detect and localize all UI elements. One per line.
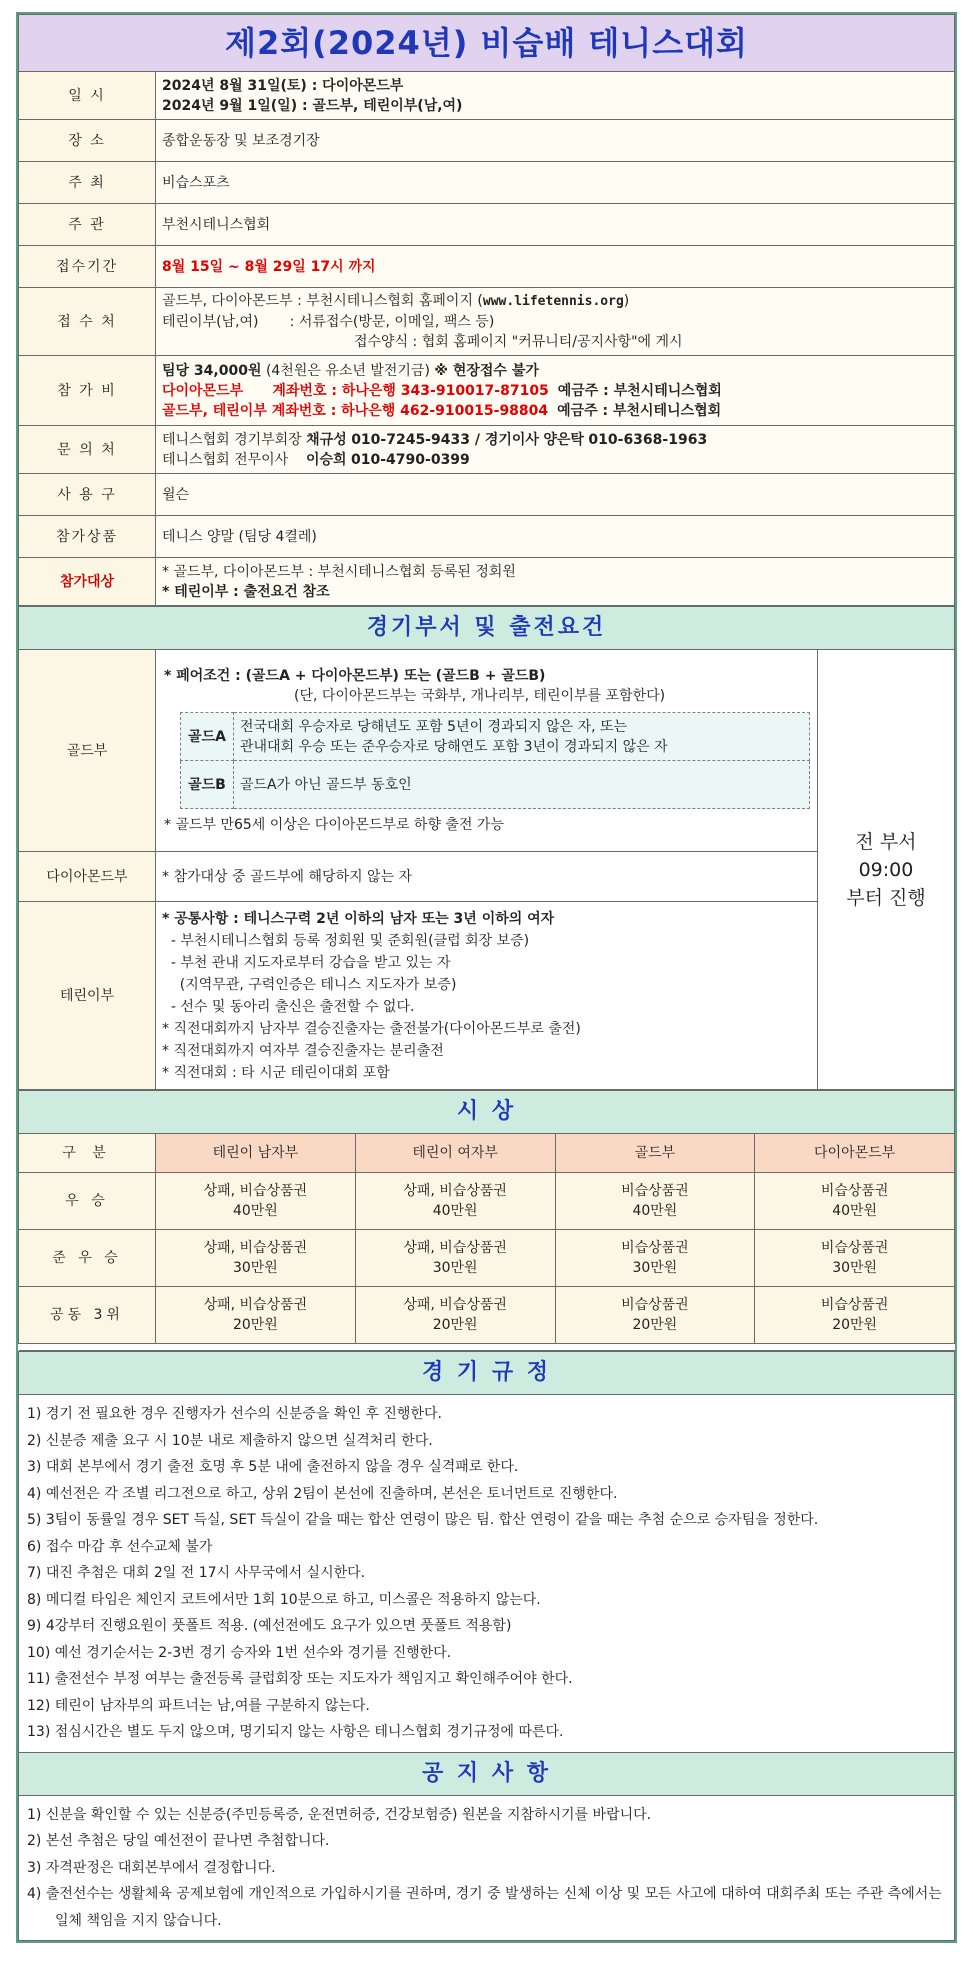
contact-phone-1: 010-7245-9433 / 경기이사 bbox=[351, 431, 539, 448]
prize-cell bbox=[156, 1230, 356, 1287]
gold-requirements bbox=[156, 650, 818, 852]
value-ball: 윌슨 bbox=[156, 474, 955, 516]
notice-item: 4) 출전선수는 생활체육 공제보험에 개인적으로 가입하시기를 권하며, 경기 중 발생하는 신체 이상 및 모든 사고에 대하여 대회주최 또는 주관 측에서는 일체 책임을 지지 않습니다. bbox=[27, 1886, 942, 1929]
eligibility-line-2: * 테린이부 : 출전요건 참조 bbox=[162, 583, 330, 600]
rule-item: 3) 대회 본부에서 경기 출전 호명 후 5분 내에 출전하지 않을 경우 실격패로 한다. bbox=[27, 1459, 519, 1475]
label-contact: 문 의 처 bbox=[19, 426, 156, 474]
gold-b-text: 골드A가 아닌 골드부 동호인 bbox=[234, 761, 810, 809]
label-fee: 참 가 비 bbox=[19, 356, 156, 426]
terini-line-1: * 공통사항 : 테니스구력 2년 이하의 남자 또는 3년 이하의 여자 bbox=[162, 910, 555, 927]
fee-note: (4천원은 유소년 발전기금) bbox=[265, 362, 430, 379]
terini-label: 테린이부 bbox=[19, 902, 156, 1090]
prize-col-diamond: 다이아몬드부 bbox=[755, 1134, 955, 1173]
value-organizer: 부천시테니스협회 bbox=[156, 204, 955, 246]
prize-item: 상패, 비습상품권 bbox=[203, 1240, 308, 1256]
contact-role-1: 테니스협회 경기부회장 bbox=[162, 431, 302, 448]
rule-item: 10) 예선 경기순서는 2-3번 경기 승자와 1번 선수와 경기를 진행한다. bbox=[27, 1644, 452, 1661]
contact-name-1: 채규성 bbox=[306, 431, 347, 448]
prize-cell bbox=[555, 1287, 755, 1344]
prize-row-label: 우 승 bbox=[19, 1173, 156, 1230]
rule-item: 2) 신분증 제출 요구 시 10분 내로 제출하지 않으면 실격처리 한다. bbox=[27, 1432, 433, 1449]
rules-header: 경 기 규 정 bbox=[19, 1352, 955, 1395]
terini-line-8: * 직전대회 : 타 시군 테린이대회 포함 bbox=[162, 1064, 390, 1081]
prize-amount: 40만원 bbox=[832, 1203, 878, 1219]
account-diamond: 다이아몬드부 계좌번호 : 하나은행 343-910017-87105 bbox=[162, 382, 549, 399]
prize-amount: 30만원 bbox=[632, 1260, 678, 1276]
contact-role-3: 테니스협회 전무이사 bbox=[162, 451, 289, 468]
value-reception bbox=[156, 288, 955, 356]
prize-cell bbox=[555, 1173, 755, 1230]
contact-name-2: 양은탁 bbox=[543, 431, 584, 448]
rule-item: 4) 예선전은 각 조별 리그전으로 하고, 상위 2팀이 본선에 진출하며, 본선은 토너먼트로 진행한다. bbox=[27, 1485, 618, 1502]
prize-row-label: 공동 3위 bbox=[19, 1287, 156, 1344]
prize-item: 상패, 비습상품권 bbox=[203, 1297, 308, 1313]
side-note-1: 전 부서 bbox=[855, 830, 917, 853]
label-eligibility: 참가대상 bbox=[19, 558, 156, 606]
contact-phone-3: 010-4790-0399 bbox=[351, 451, 470, 468]
page-title: 제2회(2024년) 비습배 테니스대회 bbox=[19, 15, 955, 72]
value-host: 비습스포츠 bbox=[156, 162, 955, 204]
gold-a-label: 골드A bbox=[181, 713, 234, 761]
rule-item: 5) 3팀이 동률일 경우 SET 득실, SET 득실이 같을 때는 합산 연령이 많은 팀. 합산 연령이 같을 때는 추첨 순으로 승자팀을 정한다. bbox=[27, 1512, 819, 1528]
reception-line-3: 접수양식 : 협회 홈페이지 "커뮤니티/공지사항"에 게시 bbox=[354, 334, 683, 350]
notice-list bbox=[19, 1795, 955, 1941]
label-organizer: 주 관 bbox=[19, 204, 156, 246]
value-eligibility bbox=[156, 558, 955, 606]
prize-header: 시 상 bbox=[19, 1091, 955, 1134]
gold-pair-rule: * 페어조건 : (골드A + 다이아몬드부) 또는 (골드B + 골드B) bbox=[164, 668, 546, 684]
date-line-2: 2024년 9월 1일(일) : 골드부, 테린이부(남,여) bbox=[162, 97, 463, 114]
rules-table bbox=[18, 1351, 955, 1941]
paren-close: ) bbox=[623, 293, 630, 309]
prize-table bbox=[18, 1090, 955, 1351]
prize-cell bbox=[755, 1230, 955, 1287]
label-period: 접수기간 bbox=[19, 246, 156, 288]
holder-gold: 예금주 : 부천시테니스협회 bbox=[557, 402, 722, 419]
gold-grade-table bbox=[180, 712, 810, 809]
prize-cell bbox=[355, 1287, 555, 1344]
website-link[interactable]: www.lifetennis.org bbox=[482, 294, 624, 309]
rule-item: 6) 접수 마감 후 선수교체 불가 bbox=[27, 1538, 213, 1555]
prize-cell bbox=[555, 1230, 755, 1287]
value-fee bbox=[156, 356, 955, 426]
value-period: 8월 15일 ~ 8월 29일 17시 까지 bbox=[156, 246, 955, 288]
prize-cell bbox=[355, 1173, 555, 1230]
notice-item: 1) 신분을 확인할 수 있는 신분증(주민등록증, 운전면허증, 건강보험증) 원본을 지참하시기를 바랍니다. bbox=[27, 1806, 652, 1823]
prize-col-gold: 골드부 bbox=[555, 1134, 755, 1173]
division-table bbox=[18, 606, 955, 1090]
rule-item: 13) 점심시간은 별도 두지 않으며, 명기되지 않는 사항은 테니스협회 경기규정에 따른다. bbox=[27, 1724, 564, 1740]
prize-item: 상패, 비습상품권 bbox=[403, 1240, 507, 1256]
gold-label: 골드부 bbox=[19, 650, 156, 852]
holder-diamond: 예금주 : 부천시테니스협회 bbox=[557, 382, 722, 399]
diamond-label: 다이아몬드부 bbox=[19, 852, 156, 902]
rules-list bbox=[19, 1395, 955, 1753]
section-gap bbox=[19, 1344, 955, 1351]
rule-item: 8) 메디컬 타임은 체인지 코트에서만 1회 10분으로 하고, 미스콜은 적용하지 않는다. bbox=[27, 1591, 541, 1608]
rule-item: 11) 출전선수 부정 여부는 출전등록 클럽회장 또는 지도자가 책임지고 확인해주어야 한다. bbox=[27, 1671, 573, 1687]
contact-name-3: 이승희 bbox=[305, 451, 347, 468]
date-line-1: 2024년 8월 31일(토) : 다이아몬드부 bbox=[162, 77, 404, 94]
prize-item: 비습상품권 bbox=[621, 1183, 689, 1199]
prize-amount: 20만원 bbox=[832, 1317, 878, 1333]
prize-item: 비습상품권 bbox=[820, 1240, 889, 1256]
rule-item: 1) 경기 전 필요한 경우 진행자가 선수의 신분증을 확인 후 진행한다. bbox=[27, 1406, 442, 1422]
value-contact bbox=[156, 426, 955, 474]
prize-amount: 20만원 bbox=[632, 1317, 678, 1333]
diamond-text: * 참가대상 중 골드부에 해당하지 않는 자 bbox=[156, 852, 818, 902]
reception-line-1: 골드부, 다이아몬드부 : 부천시테니스협회 홈페이지 ( bbox=[162, 293, 483, 309]
contact-phone-2: 010-6368-1963 bbox=[588, 431, 708, 448]
label-gift: 참가상품 bbox=[19, 516, 156, 558]
prize-row-1st bbox=[19, 1173, 955, 1230]
start-time-note bbox=[817, 650, 954, 1090]
account-gold: 골드부, 테린이부 계좌번호 : 하나은행 462-910015-98804 bbox=[162, 402, 549, 419]
prize-col-label: 구 분 bbox=[19, 1134, 156, 1173]
label-host: 주 최 bbox=[19, 162, 156, 204]
prize-cell bbox=[156, 1287, 356, 1344]
fee-warning: ※ 현장접수 불가 bbox=[434, 362, 539, 379]
prize-row-label: 준 우 승 bbox=[19, 1230, 156, 1287]
notice-item: 3) 자격판정은 대회본부에서 결정합니다. bbox=[27, 1859, 276, 1876]
terini-line-3: - 부천 관내 지도자로부터 강습을 받고 있는 자 bbox=[162, 954, 451, 971]
division-header: 경기부서 및 출전요건 bbox=[19, 607, 955, 650]
prize-cell bbox=[355, 1230, 555, 1287]
terini-line-2: - 부천시테니스협회 등록 정회원 및 준회원(클럽 회장 보증) bbox=[162, 932, 530, 949]
prize-row-3rd bbox=[19, 1287, 955, 1344]
tournament-notice bbox=[16, 12, 957, 1943]
prize-item: 상패, 비습상품권 bbox=[203, 1183, 308, 1199]
value-date bbox=[156, 72, 955, 120]
prize-item: 비습상품권 bbox=[621, 1240, 689, 1256]
prize-col-terini-women: 테린이 여자부 bbox=[355, 1134, 555, 1173]
label-date: 일 시 bbox=[19, 72, 156, 120]
prize-item: 비습상품권 bbox=[820, 1183, 889, 1199]
eligibility-line-1: * 골드부, 다이아몬드부 : 부천시테니스협회 등록된 정회원 bbox=[162, 563, 516, 580]
prize-amount: 30만원 bbox=[832, 1260, 878, 1276]
gold-a-line-2: 관내대회 우승 또는 준우승자로 당해연도 포함 3년이 경과되지 않은 자 bbox=[240, 738, 668, 755]
gold-a-line-1: 전국대회 우승자로 당해년도 포함 5년이 경과되지 않은 자, 또는 bbox=[240, 718, 628, 735]
terini-line-4: (지역무관, 구력인증은 테니스 지도자가 보증) bbox=[162, 976, 457, 993]
terini-line-6: * 직전대회까지 남자부 결승진출자는 출전불가(다이아몬드부로 출전) bbox=[162, 1020, 581, 1037]
side-note-2: 09:00 bbox=[858, 858, 914, 881]
prize-cell bbox=[755, 1287, 955, 1344]
info-table bbox=[18, 14, 955, 606]
prize-amount: 30만원 bbox=[432, 1260, 478, 1276]
prize-cell bbox=[156, 1173, 356, 1230]
label-ball: 사 용 구 bbox=[19, 474, 156, 516]
terini-requirements bbox=[156, 902, 818, 1090]
rule-item: 12) 테린이 남자부의 파트너는 남,여를 구분하지 않는다. bbox=[27, 1697, 370, 1714]
prize-row-2nd bbox=[19, 1230, 955, 1287]
side-note-3: 부터 진행 bbox=[846, 886, 926, 909]
notice-item: 2) 본선 추첨은 당일 예선전이 끝나면 추첨합니다. bbox=[27, 1833, 330, 1849]
prize-item: 상패, 비습상품권 bbox=[403, 1183, 507, 1199]
label-reception: 접 수 처 bbox=[19, 288, 156, 356]
label-venue: 장 소 bbox=[19, 120, 156, 162]
gold-b-label: 골드B bbox=[181, 761, 234, 809]
prize-amount: 30만원 bbox=[232, 1260, 278, 1276]
prize-cell bbox=[755, 1173, 955, 1230]
terini-line-5: - 선수 및 동아리 출신은 출전할 수 없다. bbox=[162, 998, 415, 1015]
gold-a-text bbox=[234, 713, 810, 761]
notice-header: 공 지 사 항 bbox=[19, 1752, 955, 1795]
value-gift: 테니스 양말 (팀당 4켤레) bbox=[156, 516, 955, 558]
reception-line-2: 테린이부(남,여) : 서류접수(방문, 이메일, 팩스 등) bbox=[162, 314, 495, 330]
rule-item: 9) 4강부터 진행요원이 풋폴트 적용. (예선전에도 요구가 있으면 풋폴트 적용함) bbox=[27, 1618, 512, 1634]
gold-age-note: * 골드부 만65세 이상은 다이아몬드부로 하향 출전 가능 bbox=[164, 817, 504, 833]
prize-item: 상패, 비습상품권 bbox=[403, 1297, 507, 1313]
prize-amount: 20만원 bbox=[232, 1317, 278, 1333]
fee-amount: 팀당 34,000원 bbox=[162, 362, 262, 379]
prize-amount: 40만원 bbox=[432, 1203, 478, 1219]
prize-amount: 40만원 bbox=[232, 1203, 278, 1219]
prize-item: 비습상품권 bbox=[820, 1297, 889, 1313]
prize-amount: 40만원 bbox=[632, 1203, 678, 1219]
prize-item: 비습상품권 bbox=[621, 1297, 689, 1313]
prize-amount: 20만원 bbox=[432, 1317, 478, 1333]
value-venue: 종합운동장 및 보조경기장 bbox=[156, 120, 955, 162]
prize-col-terini-men: 테린이 남자부 bbox=[156, 1134, 356, 1173]
rule-item: 7) 대진 추첨은 대회 2일 전 17시 사무국에서 실시한다. bbox=[27, 1565, 366, 1581]
gold-pair-note: (단, 다이아몬드부는 국화부, 개나리부, 테린이부를 포함한다) bbox=[294, 688, 666, 704]
terini-line-7: * 직전대회까지 여자부 결승진출자는 분리출전 bbox=[162, 1042, 444, 1059]
